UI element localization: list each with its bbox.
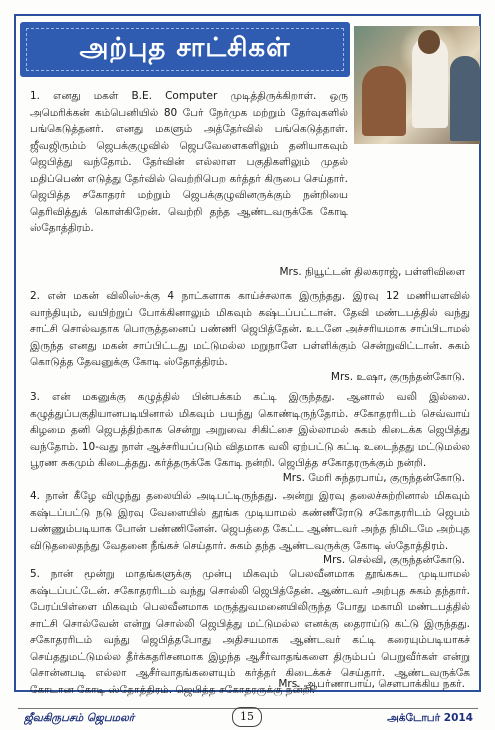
testimony-3-signature: Mrs. மேரி சுந்தரபாய், குருந்தன்கோடு. <box>282 472 465 484</box>
page-title: அற்புத சாட்சிகள் <box>79 33 291 63</box>
testimony-1 <box>30 88 348 237</box>
testimony-number: 2. <box>30 290 41 302</box>
testimony-text: எனது மகள் B.E. Computer முடித்திருக்கிறாள். ஒரு அமெரிக்கன் கம்பெனியில் 80 பேர் நேர்முக மற்றும் தேர்வுகளில் பங்கெடுத்தனர். எனது மகளும் அத்தேர்வில் பங்கெடுத்தாள். ஜீவஜிரும்ம் ஜெபக்குழுவில் ஜெபவேளைகளிலும் தனியாகவும் ஜெபித்து வந்தோம். தேர்வின் எல்லாள பகுதிகளிலும் முதல் மதிப்பெண் எடுத்து தேர்வில் வெற்றிபெற கர்த்தர் கிருபை செய்தார். ஜெபித்த சகோதரர் மற்றும் ஜெபக்குழுவினருக்கும் நன்றியை தெரிவித்துக் கொள்கிறேன். வெற்றி தந்த ஆண்டவருக்கே கோடி ஸ்தோத்திரம். <box>30 90 348 234</box>
testimony-3 <box>30 389 470 472</box>
testimony-2 <box>30 288 470 371</box>
testimony-text: என் மகனுக்கு கழுத்தில் பின்பக்கம் கட்டி இருந்தது. ஆனால் வலி இல்லை. கழுத்துப்பகுதியானபடியினால் மிகவும் பயந்து கொண்டிருந்தோம். சகோதரரிடம் செவ்வாய் கிழமை தனி ஜெபத்திற்காக சென்று அறுவை சிகிட்சை இல்லாமல் சுகம் கிடைக்க ஜெபித்து வந்தோம். 10-வது நாள் ஆச்சரியப்படும் விதமாக வலி ஏற்பட்டு கட்டி உடைந்தது மட்டுமல்ல பூரண சுகமும் கிடைத்தது. கர்த்தருக்கே கோடி நன்றி. ஜெபித்த சகோதரருக்கும் நன்றி. <box>30 391 470 469</box>
illustration-image <box>354 26 480 144</box>
page-number: 15 <box>232 707 262 727</box>
footer-magazine-name: ஜீவகிருபசம் ஜெபமலர் <box>24 712 135 724</box>
testimony-number: 3. <box>30 391 41 403</box>
testimony-number: 4. <box>30 490 41 502</box>
footer-issue-date: அக்டோபர் 2014 <box>387 712 473 724</box>
testimony-text: நான் கீழே விழுந்து தலையில் அடிபட்டிருந்தது. அன்று இரவு தலைச்சுற்றினால் மிகவும் கஷ்டப்பட்டு நடு இரவு வேளையில் தூங்க முடியாமல் கண்ணீரோடு சகோதரரிடம் ஜெபம் பண்ணும்படியாக போன் பண்ணினேன். ஜெபத்தை கேட்ட ஆண்டவர் அந்த நிமிடமே அற்புத விடுதலைதந்து வேதனை நீங்கச் செய்தார். சுகம் தந்த ஆண்டவருக்கு கோடி ஸ்தோத்திரம். <box>30 490 470 552</box>
testimony-1-signature: Mrs. நியூட்டன் திலகராஜ், பள்ளிவிளை <box>279 266 465 278</box>
testimony-number: 5. <box>30 568 41 580</box>
testimony-text: நான் மூன்று மாதங்களுக்கு முன்பு மிகவும் பெலவீனமாக தூங்கசுட முடியாமல் கஷ்டப்பட்டேன். சகோதரரிடம் வந்து சொல்லி ஜெபித்தேன். ஆண்டவர் அற்புத சுகம் தந்தார். பேரப்பிள்ளை மிகவும் பெலவீனமாக மருத்துவமனையிலிருந்த போது மகாமி மண்டபத்தில் சாட்சி சொல்வேன் என்று சொல்லி ஜெபித்து மட்டுமல்ல எனக்கு தைராய்டு கட்டு இருந்தது. சகோதரரிடம் வந்து ஜெபித்தபோது அதிசயமாக ஆண்டவர் கட்டி கரையும்படியாகச் செய்ததுமட்டுமல்ல தீர்க்கதரிசனமாக இழந்த ஆசீர்வாதங்களை திரும்பப் பெறுவீர்கள் என்று சொன்னபடி எல்லா ஆசீர்வாதங்களையும் கர்த்தர் கிடைக்கச் செய்தார். ஆண்டவருக்கே கோடான கோடி ஸ்தோத்திரம். ஜெபித்த சகோதரருக்கு நன்றி. <box>30 568 470 696</box>
testimony-4-signature: Mrs. செல்வி, குருந்தன்கோடு. <box>323 554 465 566</box>
testimony-number: 1. <box>30 90 41 102</box>
testimony-2-signature: Mrs. உஷா, குருந்தன்கோடு. <box>330 371 465 383</box>
testimony-5-signature: Mrs. ஆபர்ணாபாய், செளபாக்கிய நகர். <box>278 678 465 690</box>
title-banner <box>20 22 350 77</box>
testimony-4 <box>30 488 470 554</box>
testimony-text: என் மகன் விலிஸ்-க்கு 4 நாட்களாக காய்ச்சலாக இருந்தது. இரவு 12 மணியளவில் வாந்தியும், வயிற்றுப் போக்கினாலும் மிகவும் கஷ்டப்பட்டான். தேவி மண்டபத்தில் வந்து சாட்சி சொல்வதாக பொருத்தனைப் பண்ணி ஜெபித்தேன். உடனே அச்சரியமாக சாப்பிடாமல் இருந்த எனது மகன் சாப்பிட்டது மட்டுமல்ல மறுநாளே பள்ளிக்கும் சென்றுவிட்டான். சுகம் கொடுத்த தேவனுக்கு கோடி ஸ்தோத்திரம். <box>30 290 470 368</box>
